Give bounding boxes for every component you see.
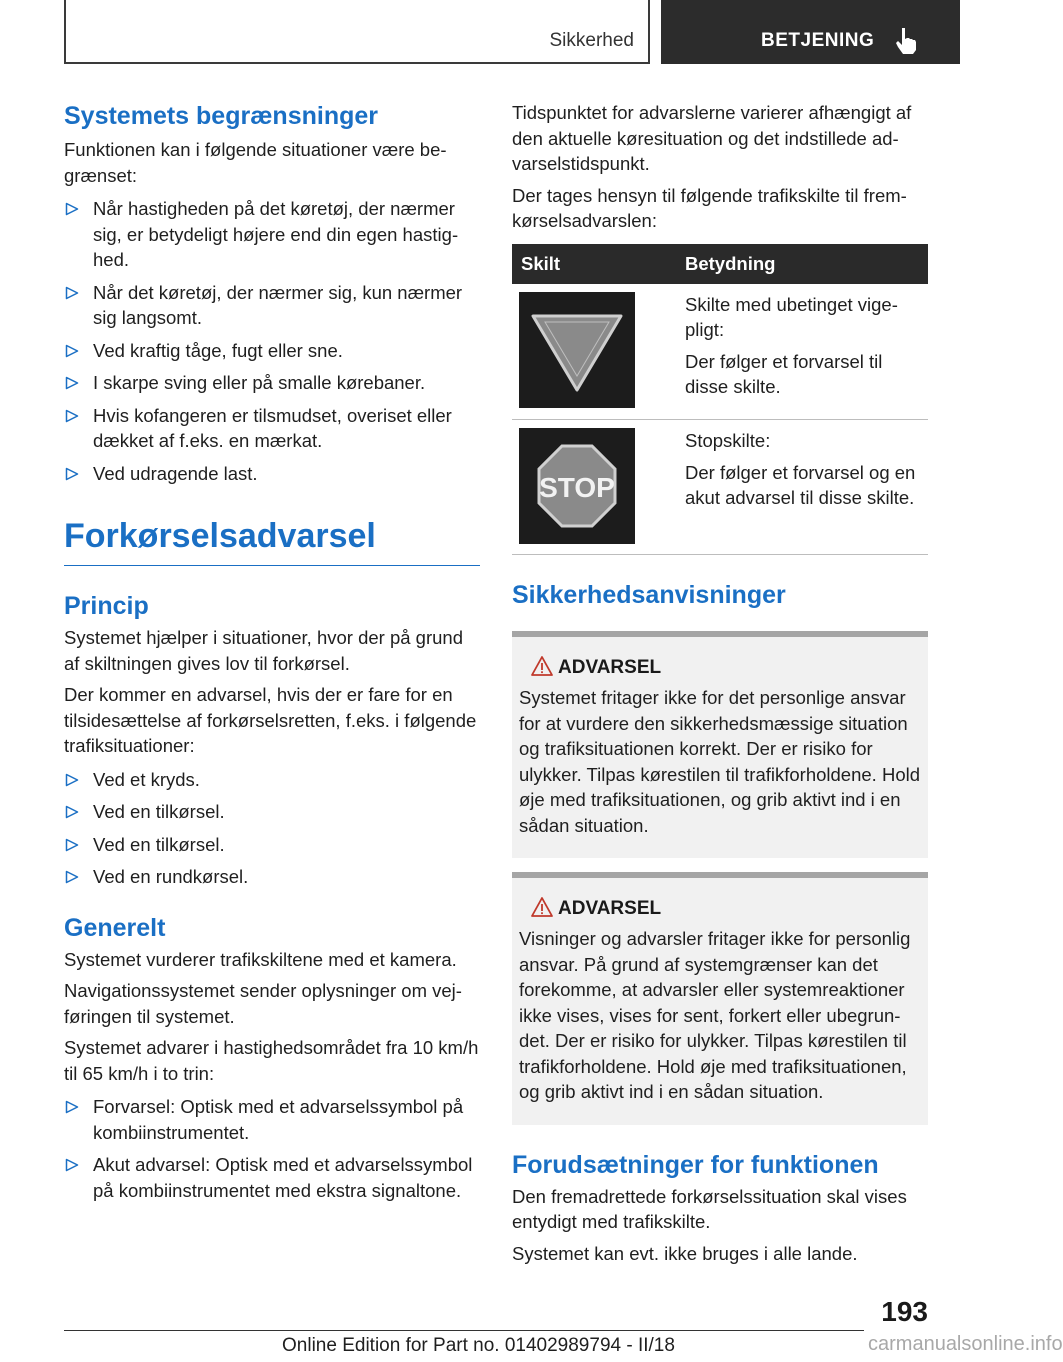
safety-heading: Sikkerhedsanvisninger: [512, 581, 786, 609]
bullet-triangle-icon: [65, 773, 79, 787]
limits-heading: Systemets begrænsninger: [64, 102, 378, 130]
generelt-heading: Generelt: [64, 913, 166, 942]
table-row: [512, 420, 928, 555]
header-section-tab: [64, 0, 650, 64]
list-item-text: Når hastigheden på det køretøj, der nærmer sig, er betydeligt højere end din egen hastighed.: [93, 198, 459, 270]
warning-box: [512, 631, 928, 858]
list-item: [64, 799, 480, 825]
meaning-line: Skilte med ubetinget vigepligt:: [685, 293, 898, 340]
generelt-paragraph-2: Navigationssystemet sender oplysninger om vejføringen til systemet.: [64, 980, 462, 1027]
table-header-sign: Skilt: [512, 244, 676, 284]
watermark-text: carmanualsonline.info: [868, 1333, 1063, 1355]
stop-sign-icon: [519, 428, 635, 544]
meaning-line: Der følger et forvarsel og en akut advarsel til disse skilte.: [685, 461, 916, 508]
bullet-triangle-icon: [65, 1100, 79, 1114]
list-item: [64, 461, 480, 487]
meaning-line: Der følger et forvarsel til disse skilte.: [685, 350, 883, 397]
section-title: Forkørselsadvarsel: [64, 517, 376, 555]
list-item-text: Ved en rundkørsel.: [93, 866, 249, 887]
list-item-text: I skarpe sving eller på smalle kørebaner.: [93, 372, 426, 393]
list-item-text: Ved et kryds.: [93, 768, 200, 790]
header-chapter-label: BETJENING: [761, 30, 875, 51]
table-row: [512, 284, 928, 420]
warning-text: Systemet fritager ikke for det personlige ansvar for at vurdere den sikkerhedsmæssige situation og trafiksituationen korrekt. Der er risiko for ulykker. Tilpas kørestilen til trafikforholdene. Hold øje med trafiksituationen, og grib aktivt ind i en sådan situation.: [519, 687, 921, 836]
generelt-paragraph-1: Systemet vurderer trafikskiltene med et kamera.: [64, 948, 457, 970]
princip-paragraph-2: Der kommer en advarsel, hvis der er fare for en tilsidesættelse af forkørselsretten, f.eks. i følgende trafiksituationer:: [64, 684, 477, 756]
bullet-triangle-icon: [65, 376, 79, 390]
list-item-text: Ved udragende last.: [93, 462, 258, 484]
warning-title-text: ADVARSEL: [558, 657, 662, 678]
table-cell-meaning: [676, 284, 928, 420]
princip-heading: Princip: [64, 592, 149, 620]
header-chapter-tab: [661, 0, 960, 64]
list-item: [64, 767, 480, 793]
list-item: [64, 403, 480, 454]
princip-paragraph-1: Systemet hjælper i situationer, hvor der på grund af skiltningen gives lov til forkørsel.: [64, 627, 463, 674]
bullet-triangle-icon: [65, 805, 79, 819]
list-item: [64, 370, 480, 396]
list-item: [64, 280, 480, 331]
bullet-triangle-icon: [65, 1158, 79, 1172]
generelt-list: [64, 1094, 480, 1203]
princip-list: [64, 767, 480, 890]
list-item-text: Hvis kofangeren er tilsmudset, overiset eller dækket af f.eks. en mærkat.: [93, 404, 452, 451]
right-column: [512, 100, 928, 1266]
list-item: [64, 1094, 480, 1145]
table-cell-meaning: [676, 420, 928, 555]
yield-sign-icon: [519, 292, 635, 408]
signs-table: [512, 244, 928, 556]
left-column: [64, 100, 480, 1203]
list-item: [64, 864, 480, 890]
bullet-triangle-icon: [65, 409, 79, 423]
limits-list: [64, 196, 480, 486]
warning-text: Visninger og advarsler fritager ikke for personlig ansvar. På grund af systemgrænser kan det forekomme, at advarsler eller systemreaktioner ikke vises, vises for sent, forkert eller ubegrundet. Der er risiko for ulykker. Tilpas kørestilen til trafikforholdene. Hold øje med trafiksituationen, og grib aktivt ind i en sådan situation.: [519, 928, 911, 1102]
table-header-row: [512, 244, 928, 284]
prereq-paragraph-1: Den fremadrettede forkørselssituation skal vises entydigt med trafikskilte.: [512, 1185, 907, 1232]
page-number: 193: [881, 1296, 928, 1327]
hand-pointer-icon: [893, 26, 921, 56]
warning-title: [519, 892, 920, 926]
bullet-triangle-icon: [65, 467, 79, 481]
table-cell-sign: [512, 420, 676, 555]
table-cell-sign: [512, 284, 676, 420]
prereq-heading: Forudsætninger for funktionen: [512, 1150, 879, 1179]
footer-edition: Online Edition for Part no. 01402989794 - II/18: [282, 1335, 675, 1356]
bullet-triangle-icon: [65, 344, 79, 358]
bullet-triangle-icon: [65, 838, 79, 852]
list-item-text: Ved en tilkørsel.: [93, 801, 225, 822]
list-item-text: Når det køretøj, der nærmer sig, kun nærmer sig langsomt.: [93, 281, 463, 328]
meaning-line: Stopskilte:: [685, 430, 771, 451]
table-header-meaning: Betydning: [676, 244, 928, 284]
list-item-text: Ved kraftig tåge, fugt eller sne.: [93, 339, 343, 361]
right-paragraph-1: Tidspunktet for advarslerne varierer afhængigt af den aktuelle køresituation og det indstillede advarselstidspunkt.: [512, 102, 912, 174]
warning-triangle-icon: [530, 655, 554, 677]
bullet-triangle-icon: [65, 870, 79, 884]
header-section-label: Sikkerhed: [549, 30, 634, 51]
bullet-triangle-icon: [65, 286, 79, 300]
footer-rule: [64, 1330, 864, 1331]
list-item: [64, 338, 480, 364]
list-item: [64, 1152, 480, 1203]
prereq-paragraph-2: Systemet kan evt. ikke bruges i alle lande.: [512, 1242, 858, 1264]
bullet-triangle-icon: [65, 202, 79, 216]
list-item: [64, 832, 480, 858]
warning-title: [519, 651, 920, 685]
list-item-text: Ved en tilkørsel.: [93, 833, 225, 855]
list-item-text: Forvarsel: Optisk med et advarselssymbol på kombiinstrumentet.: [93, 1096, 464, 1143]
section-title-rule: [64, 565, 480, 566]
generelt-paragraph-3: Systemet advarer i hastighedsområdet fra 10 km/h til 65 km/h i to trin:: [64, 1037, 479, 1084]
warning-title-text: ADVARSEL: [558, 898, 662, 919]
warning-box: [512, 872, 928, 1125]
stop-sign-text: STOP: [539, 472, 615, 503]
list-item: [64, 196, 480, 273]
warning-triangle-icon: [530, 896, 554, 918]
right-paragraph-2: Der tages hensyn til følgende trafikskilte til fremkørselsadvarslen:: [512, 184, 907, 231]
limits-intro: Funktionen kan i følgende situationer være begrænset:: [64, 139, 447, 186]
list-item-text: Akut advarsel: Optisk med et advarselssymbol på kombiinstrumentet med ekstra signaltone.: [93, 1154, 473, 1201]
